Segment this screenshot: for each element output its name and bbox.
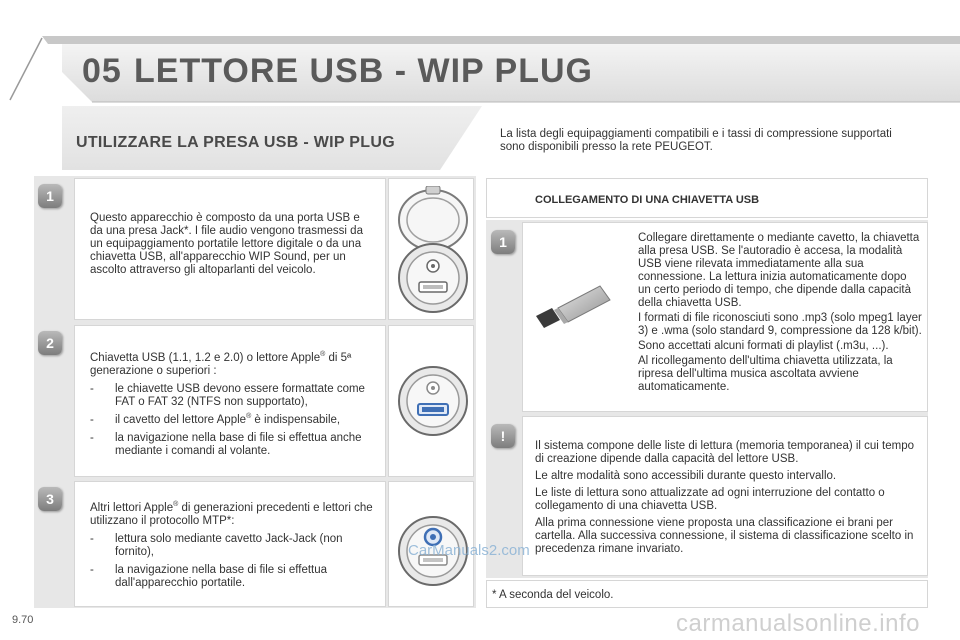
usb-stick-icon xyxy=(532,282,614,339)
item-3-intro-part-b: di generazioni precedenti e lettori che utilizzano il protocollo MTP*: xyxy=(90,502,373,527)
bullet-dash: - xyxy=(90,414,94,426)
warning-paragraph-1: Il sistema compone delle liste di lettura (memoria temporanea) il cui tempo di creazione dipende dalla capacità del lettore USB. xyxy=(535,440,915,465)
warning-paragraph-3: Le liste di lettura sono attualizzate ad ogni interruzione del contatto o collegamento di una chiavetta USB. xyxy=(535,487,885,512)
bullet-dash: - xyxy=(90,533,94,545)
bullet-dash: - xyxy=(90,383,94,395)
usb-connection-subtitle: COLLEGAMENTO DI UNA CHIAVETTA USB xyxy=(535,194,760,206)
bullet-text: la navigazione nella base di file si effettua anche mediante i comandi al volante. xyxy=(115,432,362,457)
usb-jack-socket-with-cover-illustration xyxy=(392,186,474,319)
warning-icon: ! xyxy=(491,424,515,448)
step-badge-2: 2 xyxy=(38,331,62,355)
usb-step-paragraph-1: Collegare direttamente o mediante cavetto, la chiavetta alla presa USB. Se l'autoradio è accesa, la modalità USB viene rilevata immediatamente alla sua connessione. La lettura inizia automaticamente dopo un certo periodo di tempo, che dipende dalla capacità della chiavetta USB. xyxy=(638,232,920,309)
item-2-text xyxy=(90,352,380,458)
list-item xyxy=(90,533,380,559)
bullet-text-part-a: il cavetto del lettore Apple xyxy=(115,414,247,426)
item-3-intro-part-a: Altri lettori Apple xyxy=(90,502,174,514)
list-item xyxy=(90,432,380,458)
list-item xyxy=(90,564,380,590)
usb-port-highlighted-illustration xyxy=(392,360,474,447)
registered-mark: ® xyxy=(246,413,252,421)
usb-step-paragraph-4: Al ricollegamento dell'ultima chiavetta utilizzata, la ripresa dell'ultima musica ascoltata avviene automaticamente. xyxy=(638,355,893,393)
step-badge-1: 1 xyxy=(38,184,62,208)
item-3-text xyxy=(90,502,380,590)
item-1-paragraph: Questo apparecchio è composto da una porta USB e da una presa Jack*. I file audio vengono trasmessi da un equipaggiamento portatile lettore digitale o da una chiavetta USB, all'apparecchio WIP Sound, per un ascolto attraverso gli altoparlanti del veicolo. xyxy=(90,212,363,276)
bullet-text: la navigazione nella base di file si effettua dall'apparecchio portatile. xyxy=(115,564,328,589)
item-2-intro xyxy=(90,352,380,378)
list-item xyxy=(90,383,380,409)
list-item xyxy=(90,414,380,427)
warning-text xyxy=(535,440,923,560)
item-2-bullet-list xyxy=(90,383,380,458)
item-3-bullet-list xyxy=(90,533,380,590)
chapter-number: 05 xyxy=(82,52,122,90)
page-number: 9.70 xyxy=(12,614,34,626)
warning-paragraph-2: Le altre modalità sono accessibili durante questo intervallo. xyxy=(535,470,837,482)
bullet-dash: - xyxy=(90,564,94,576)
footnote: * A seconda del veicolo. xyxy=(492,589,614,601)
usb-step-paragraph-3: Sono accettati alcuni formati di playlist (.m3u, ...). xyxy=(638,340,889,352)
registered-mark: ® xyxy=(173,501,179,509)
bullet-text: le chiavette USB devono essere formattate come FAT o FAT 32 (NTFS non supportato), xyxy=(115,383,365,408)
item-3-intro xyxy=(90,502,380,528)
bullet-dash: - xyxy=(90,432,94,444)
item-2-intro-part-a: Chiavetta USB (1.1, 1.2 e 2.0) o lettore Apple xyxy=(90,352,321,364)
chapter-title: LETTORE USB - WIP PLUG xyxy=(134,52,593,90)
registered-mark: ® xyxy=(320,351,326,359)
section-title: UTILIZZARE LA PRESA USB - WIP PLUG xyxy=(76,134,395,151)
step-badge-3: 3 xyxy=(38,487,62,511)
bullet-text: lettura solo mediante cavetto Jack-Jack (non fornito), xyxy=(115,533,343,558)
usb-step-paragraph-2: I formati di file riconosciuti sono .mp3 (solo mpeg1 layer 3) e .wma (solo standard 9, compressione da 128 k/bit). xyxy=(638,312,922,337)
intro-text: La lista degli equipaggiamenti compatibili e i tassi di compressione supportati sono disponibili presso la rete PEUGEOT. xyxy=(500,128,892,153)
site-watermark: carmanualsonline.info xyxy=(676,610,920,637)
watermark-link[interactable]: CarManuals2.com xyxy=(408,542,530,559)
usb-step-text xyxy=(638,232,922,398)
usb-step-badge-1: 1 xyxy=(491,230,515,254)
item-2-intro-part-b: di 5ª generazione o superiori : xyxy=(90,352,352,377)
bullet-text-part-b: è indispensabile, xyxy=(251,414,341,426)
item-1-text xyxy=(90,212,374,281)
warning-paragraph-4: Alla prima connessione viene proposta una classificazione ei brani per cartella. Alla successiva connessione, il sistema di classificazione scelto in precedenza rimane invariato. xyxy=(535,517,914,555)
